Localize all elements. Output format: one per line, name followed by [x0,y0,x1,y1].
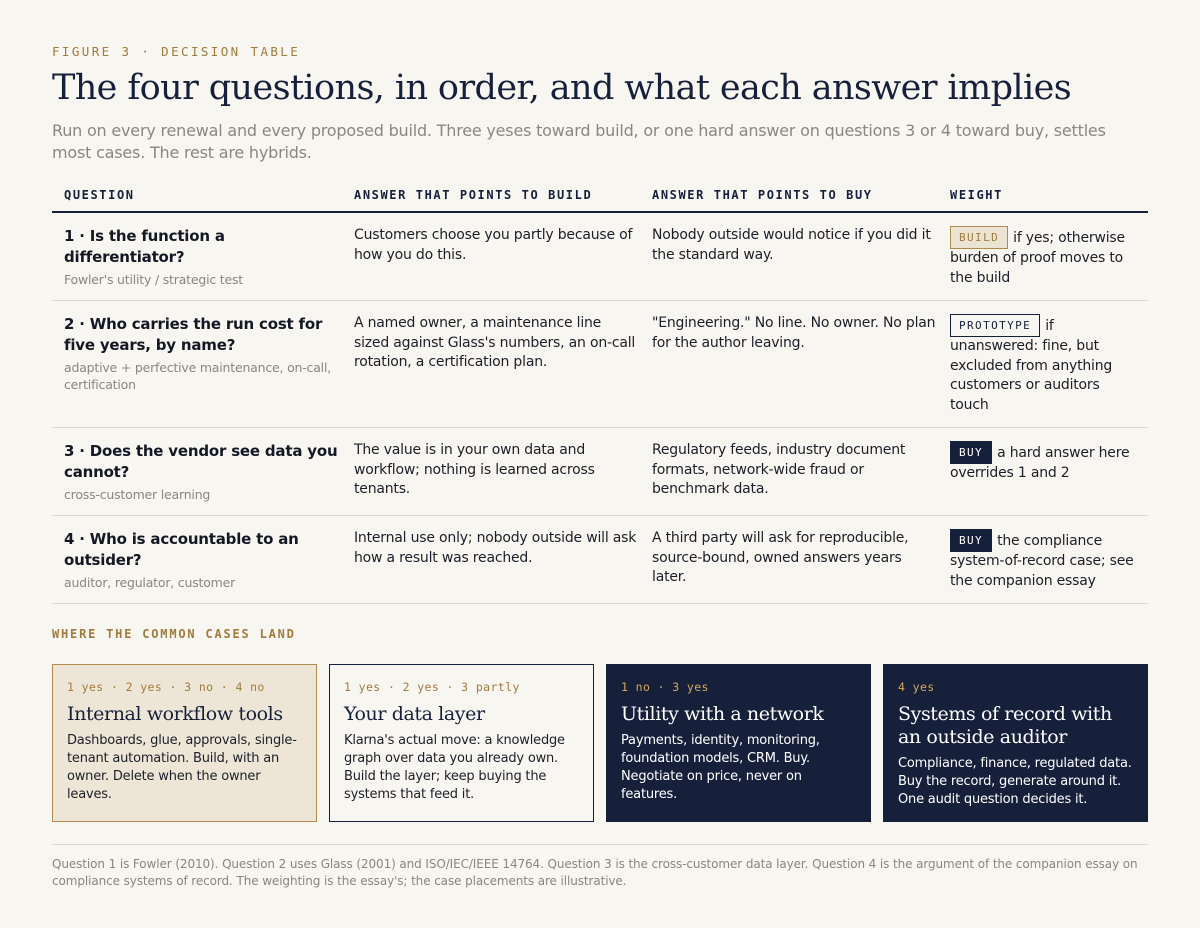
build-answer: A named owner, a maintenance line sized against Glass's numbers, an on-call rotation, a certification plan. [352,301,650,428]
weight-cell [948,428,1148,516]
table-row [52,301,1148,428]
buy-answer: A third party will ask for reproducible, source-bound, owned answers years later. [650,516,948,604]
footnote-divider [52,844,1148,845]
build-answer: The value is in your own data and workflow; nothing is learned across tenants. [352,428,650,516]
figure-subtitle: Run on every renewal and every proposed build. Three yeses toward build, or one hard answer on questions 3 or 4 toward buy, settles most cases. The rest are hybrids. [52,121,1106,162]
cases-section-label: WHERE THE COMMON CASES LAND [52,627,296,641]
question-cell [52,212,352,301]
weight-text: if unanswered: fine, but excluded from anything customers or auditors touch [950,318,1113,413]
weight-text: if yes; otherwise burden of proof moves to the build [950,230,1125,286]
weight-cell [948,516,1148,604]
col-header-weight: WEIGHT [948,180,1148,212]
buy-answer: Nobody outside would notice if you did it the standard way. [650,212,948,301]
decision-table [52,180,1148,604]
question-subtext: adaptive + perfective maintenance, on-call, certification [64,360,332,392]
buy-badge: BUY [950,529,992,552]
case-card-tag: 1 yes · 2 yes · 3 no · 4 no [67,680,265,694]
question-text: 4 · Who is accountable to an outsider? [64,530,299,569]
table-row [52,428,1148,516]
build-answer: Customers choose you partly because of how you do this. [352,212,650,301]
figure-title: The four questions, in order, and what each answer implies [52,68,1072,108]
question-text: 1 · Is the function a differentiator? [64,227,225,266]
question-cell [52,428,352,516]
case-card-body: Dashboards, glue, approvals, single-tenant automation. Build, with an owner. Delete when the owner leaves. [67,733,297,802]
col-header-question: QUESTION [52,180,352,212]
case-cards [52,664,1148,822]
case-card-title: Your data layer [344,703,485,725]
question-subtext: Fowler's utility / strategic test [64,272,244,287]
case-card-tag: 1 no · 3 yes [621,680,709,694]
question-subtext: auditor, regulator, customer [64,575,236,590]
question-subtext: cross-customer learning [64,487,211,502]
case-card-body: Payments, identity, monitoring, foundation models, CRM. Buy. Negotiate on price, never on features. [621,733,820,802]
case-card-tag: 1 yes · 2 yes · 3 partly [344,680,520,694]
case-card-tag: 4 yes [898,680,935,694]
question-cell [52,516,352,604]
case-card-utility-network [606,664,871,822]
weight-cell [948,212,1148,301]
case-card-title: Systems of record with an outside auditor [898,703,1112,748]
col-header-buy: ANSWER THAT POINTS TO BUY [650,180,948,212]
question-cell [52,301,352,428]
case-card-body: Klarna's actual move: a knowledge graph over data you already own. Build the layer; keep buying the systems that feed it. [344,733,565,802]
buy-answer: "Engineering." No line. No owner. No plan for the author leaving. [650,301,948,428]
question-text: 2 · Who carries the run cost for five years, by name? [64,315,323,354]
case-card-systems-of-record [883,664,1148,822]
table-row [52,212,1148,301]
buy-badge: BUY [950,441,992,464]
weight-text: a hard answer here overrides 1 and 2 [950,445,1130,481]
case-card-title: Internal workflow tools [67,703,283,725]
build-answer: Internal use only; nobody outside will ask how a result was reached. [352,516,650,604]
figure-eyebrow: FIGURE 3 · DECISION TABLE [52,44,301,59]
build-badge: BUILD [950,226,1008,249]
buy-answer: Regulatory feeds, industry document formats, network-wide fraud or benchmark data. [650,428,948,516]
case-card-title: Utility with a network [621,703,824,725]
case-card-internal-tools [52,664,317,822]
case-card-body: Compliance, finance, regulated data. Buy the record, generate around it. One audit question decides it. [898,756,1132,807]
prototype-badge: PROTOTYPE [950,314,1040,337]
case-card-data-layer [329,664,594,822]
weight-cell [948,301,1148,428]
weight-text: the compliance system-of-record case; see the companion essay [950,533,1134,589]
col-header-build: ANSWER THAT POINTS TO BUILD [352,180,650,212]
table-row [52,516,1148,604]
footnote: Question 1 is Fowler (2010). Question 2 uses Glass (2001) and ISO/IEC/IEEE 14764. Question 3 is the cross-customer data layer. Question 4 is the argument of the companion essay on compliance systems of record. The weighting is the essay's; the case placements are illustrative. [52,857,1138,888]
question-text: 3 · Does the vendor see data you cannot? [64,442,338,481]
table-header-row [52,180,1148,212]
